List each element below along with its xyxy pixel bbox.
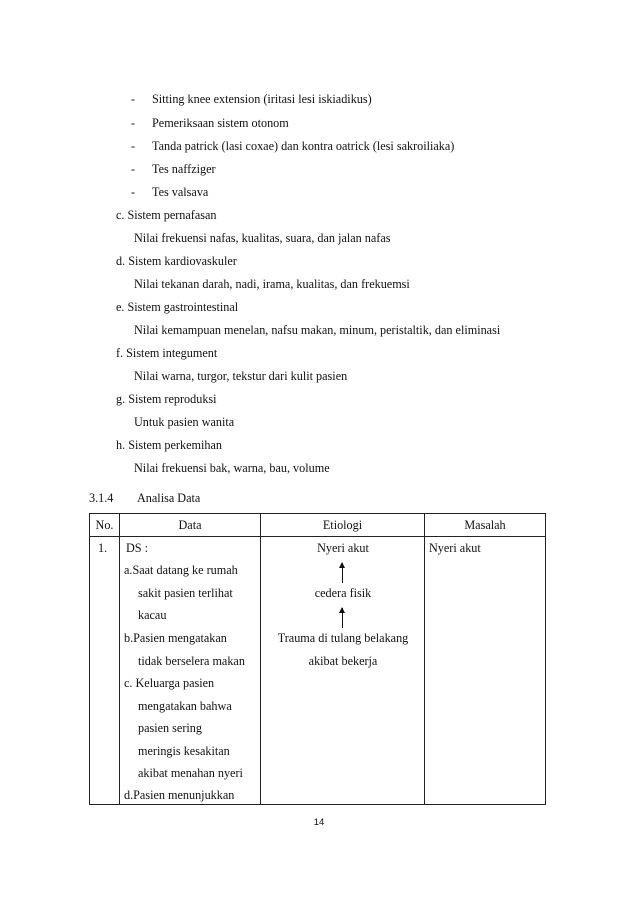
list-item: Tes valsava — [152, 185, 209, 199]
data-line: pasien sering — [138, 721, 202, 735]
table-header-row — [90, 514, 546, 537]
data-line: mengatakan bahwa — [138, 699, 232, 713]
bullet-dash: - — [131, 162, 136, 176]
list-item: Tanda patrick (lasi coxae) dan kontra oatrick (lesi sakroiliaka) — [152, 139, 455, 153]
data-line: akibat menahan nyeri — [138, 766, 243, 780]
system-description: Nilai frekuensi bak, warna, bau, volume — [134, 461, 330, 475]
header-no: No. — [90, 514, 120, 537]
system-description: Nilai tekanan darah, nadi, irama, kualitas, dan frekuemsi — [134, 277, 410, 291]
system-description: Nilai warna, turgor, tekstur dari kulit pasien — [134, 369, 348, 383]
data-line: tidak berselera makan — [138, 654, 245, 668]
etiologi-line: akibat bekerja — [308, 654, 378, 668]
system-description: Nilai kemampuan menelan, nafsu makan, minum, peristaltik, dan eliminasi — [134, 323, 501, 337]
cell-no — [90, 537, 120, 805]
data-line: meringis kesakitan — [138, 744, 230, 758]
bullet-dash: - — [131, 116, 136, 130]
cell-data — [120, 537, 261, 805]
header-masalah: Masalah — [425, 514, 546, 537]
data-line: d.Pasien menunjukkan — [124, 788, 235, 802]
system-description: Nilai frekuensi nafas, kualitas, suara, dan jalan nafas — [134, 231, 391, 245]
bullet-dash: - — [131, 139, 136, 153]
list-item: Pemeriksaan sistem otonom — [152, 116, 289, 130]
list-item: Sitting knee extension (iritasi lesi iskiadikus) — [152, 92, 372, 106]
bullet-dash: - — [131, 185, 136, 199]
data-line: a.Saat datang ke rumah — [124, 563, 238, 577]
system-heading: c. Sistem pernafasan — [116, 208, 217, 222]
etiologi-line: cedera fisik — [314, 586, 372, 600]
system-heading: g. Sistem reproduksi — [116, 392, 217, 406]
data-line: DS : — [126, 541, 149, 555]
system-heading: d. Sistem kardiovaskuler — [116, 254, 237, 268]
table-row — [90, 537, 546, 805]
bullet-dash: - — [131, 92, 136, 106]
up-arrow-icon — [342, 563, 343, 583]
header-etiologi: Etiologi — [261, 514, 425, 537]
data-line: sakit pasien terlihat — [138, 586, 233, 600]
etiologi-line: Trauma di tulang belakang — [277, 631, 409, 645]
list-item: Tes naffziger — [152, 162, 216, 176]
analysis-table — [89, 513, 546, 805]
up-arrow-icon — [342, 608, 343, 628]
row-number: 1. — [98, 541, 108, 555]
cell-masalah — [425, 537, 546, 805]
section-number: 3.1.4 — [89, 491, 114, 505]
data-line: b.Pasien mengatakan — [124, 631, 227, 645]
system-heading: h. Sistem perkemihan — [116, 438, 222, 452]
page-number: 14 — [313, 817, 325, 828]
system-heading: f. Sistem integument — [116, 346, 218, 360]
system-heading: e. Sistem gastrointestinal — [116, 300, 239, 314]
masalah-text: Nyeri akut — [429, 541, 481, 555]
etiologi-line: Nyeri akut — [317, 541, 369, 555]
cell-etiologi — [261, 537, 425, 805]
system-description: Untuk pasien wanita — [134, 415, 235, 429]
section-title: Analisa Data — [137, 491, 201, 505]
data-line: c. Keluarga pasien — [124, 676, 215, 690]
header-data: Data — [120, 514, 261, 537]
data-line: kacau — [138, 608, 167, 622]
